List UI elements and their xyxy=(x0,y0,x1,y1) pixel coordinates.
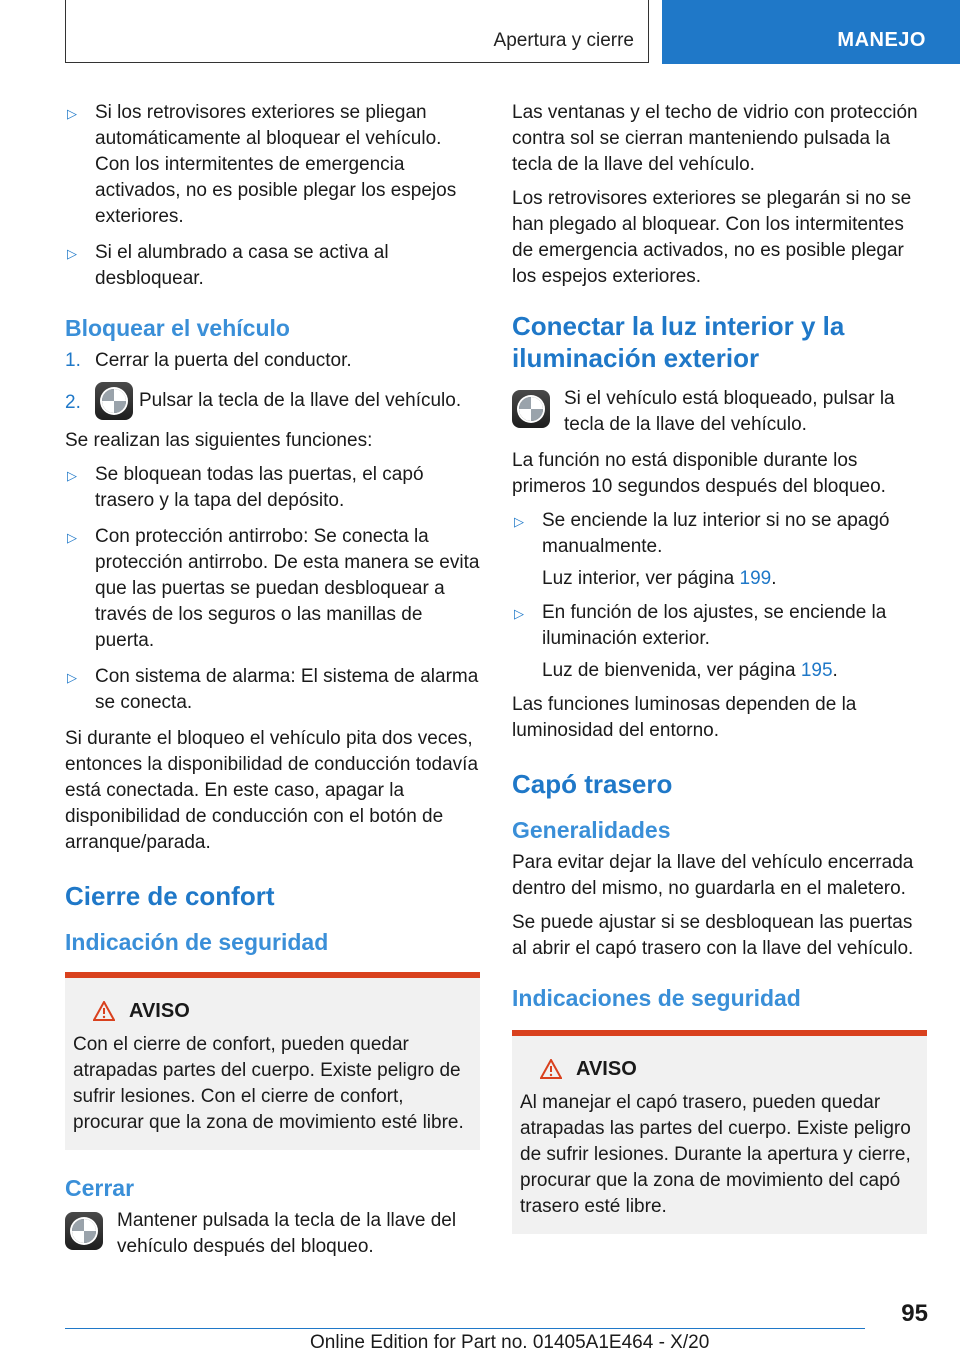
triangle-bullet-icon: ▷ xyxy=(67,468,77,483)
paragraph: Para evitar dejar la llave del vehículo encerrada dentro del mismo, no guardarla en el maletero. xyxy=(512,852,914,899)
triangle-bullet-icon: ▷ xyxy=(67,670,77,685)
triangle-bullet-icon: ▷ xyxy=(514,606,524,621)
warning-box xyxy=(65,972,480,1150)
triangle-bullet-icon: ▷ xyxy=(67,106,77,121)
right-column xyxy=(512,100,927,1254)
left-column xyxy=(65,100,480,1270)
functions-intro: Se realizan las siguientes funciones: xyxy=(65,430,373,451)
key-instruction: Mantener pulsada la tecla de la llave del vehículo después del bloqueo. xyxy=(65,1208,480,1260)
paragraph: Las ventanas y el techo de vidrio con protección contra sol se cierran manteniendo pulsada la tecla de la llave del vehículo. xyxy=(512,102,918,175)
bmw-key-icon xyxy=(65,1212,103,1250)
bmw-key-icon xyxy=(512,390,550,428)
step-item: 2. Pulsar la tecla de la llave del vehículo. xyxy=(65,382,480,420)
chapter-tab[interactable]: MANEJO xyxy=(662,0,960,64)
page-header xyxy=(0,0,960,66)
page-reference: Luz interior, ver página 199. xyxy=(542,568,777,589)
section-title: Apertura y cierre xyxy=(493,30,634,51)
key-instruction: Si el vehículo está bloqueado, pulsar la tecla de la llave del vehículo. xyxy=(512,386,927,438)
triangle-bullet-icon: ▷ xyxy=(514,514,524,529)
triangle-bullet-icon: ▷ xyxy=(67,530,77,545)
warning-text: Al manejar el capó trasero, pueden quedar atrapadas las partes del cuerpo. Existe peligro de sufrir lesiones. Durante la apertura y cierre, procurar que la zona de movimiento del capó trasero esté libre. xyxy=(520,1092,911,1217)
beep-paragraph: Si durante el bloqueo el vehículo pita dos veces, entonces la disponibilidad de conducción todavía está conectada. En este caso, apagar la disponibilidad de conducción con el botón de arranque/parada. xyxy=(65,728,479,853)
warning-triangle-icon xyxy=(540,1059,562,1079)
page-reference: Luz de bienvenida, ver página 195. xyxy=(542,660,838,681)
page-link[interactable]: 195 xyxy=(800,660,833,681)
lock-heading: Bloquear el vehículo xyxy=(65,315,290,341)
list-item: ▷ Con sistema de alarma: El sistema de alarma se conecta. xyxy=(67,666,479,713)
paragraph: La función no está disponible durante los primeros 10 segundos después del bloqueo. xyxy=(512,450,886,497)
general-heading: Generalidades xyxy=(512,817,671,843)
step-item: 1. Cerrar la puerta del conductor. xyxy=(65,350,352,371)
list-item: ▷ En función de los ajustes, se enciende la iluminación exterior. xyxy=(514,602,887,649)
safety-heading: Indicaciones de seguridad xyxy=(512,985,801,1011)
warning-triangle-icon xyxy=(93,1001,115,1021)
list-item: ▷ Se enciende la luz interior si no se apagó manualmente. xyxy=(514,510,890,557)
list-item: ▷ Con protección antirrobo: Se conecta la protección antirrobo. De esta manera se evita que las puertas se puedan desbloquear a través de los seguros o las manillas de puerta. xyxy=(67,526,480,651)
warning-title: AVISO xyxy=(540,1056,919,1082)
comfort-heading: Cierre de confort xyxy=(65,881,275,911)
warning-title: AVISO xyxy=(93,998,472,1024)
list-item: ▷ Si los retrovisores exteriores se pliegan automáticamente al bloquear el vehículo. Con los intermitentes de emergencia activados, no es posible plegar los espejos exteriores. xyxy=(67,102,457,227)
safety-heading: Indicación de seguridad xyxy=(65,929,329,955)
page-link[interactable]: 199 xyxy=(739,568,772,589)
tailgate-heading: Capó trasero xyxy=(512,769,673,799)
triangle-bullet-icon: ▷ xyxy=(67,246,77,261)
warning-text: Con el cierre de confort, pueden quedar atrapadas partes del cuerpo. Existe peligro de sufrir lesiones. Con el cierre de confort, procurar que la zona de movimiento esté libre. xyxy=(73,1034,464,1133)
page-number: 95 xyxy=(901,1300,928,1327)
list-item: ▷ Si el alumbrado a casa se activa al desbloquear. xyxy=(67,242,389,289)
bmw-key-icon xyxy=(95,382,133,420)
paragraph: Se puede ajustar si se desbloquean las puertas al abrir el capó trasero con la llave del vehículo. xyxy=(512,912,914,959)
paragraph: Los retrovisores exteriores se plegarán si no se han plegado al bloquear. Con los intermitentes de emergencia activados, no es posible plegar los espejos exteriores. xyxy=(512,188,912,287)
light-heading: Conectar la luz interior y la iluminación exterior xyxy=(512,311,845,373)
list-item: ▷ Se bloquean todas las puertas, el capó trasero y la tapa del depósito. xyxy=(67,464,424,511)
footer-edition: Online Edition for Part no. 01405A1E464 - X/20 xyxy=(310,1332,710,1353)
paragraph: Las funciones luminosas dependen de la luminosidad del entorno. xyxy=(512,694,857,741)
footer-divider xyxy=(65,1328,865,1329)
close-heading: Cerrar xyxy=(65,1175,135,1201)
warning-box xyxy=(512,1030,927,1234)
